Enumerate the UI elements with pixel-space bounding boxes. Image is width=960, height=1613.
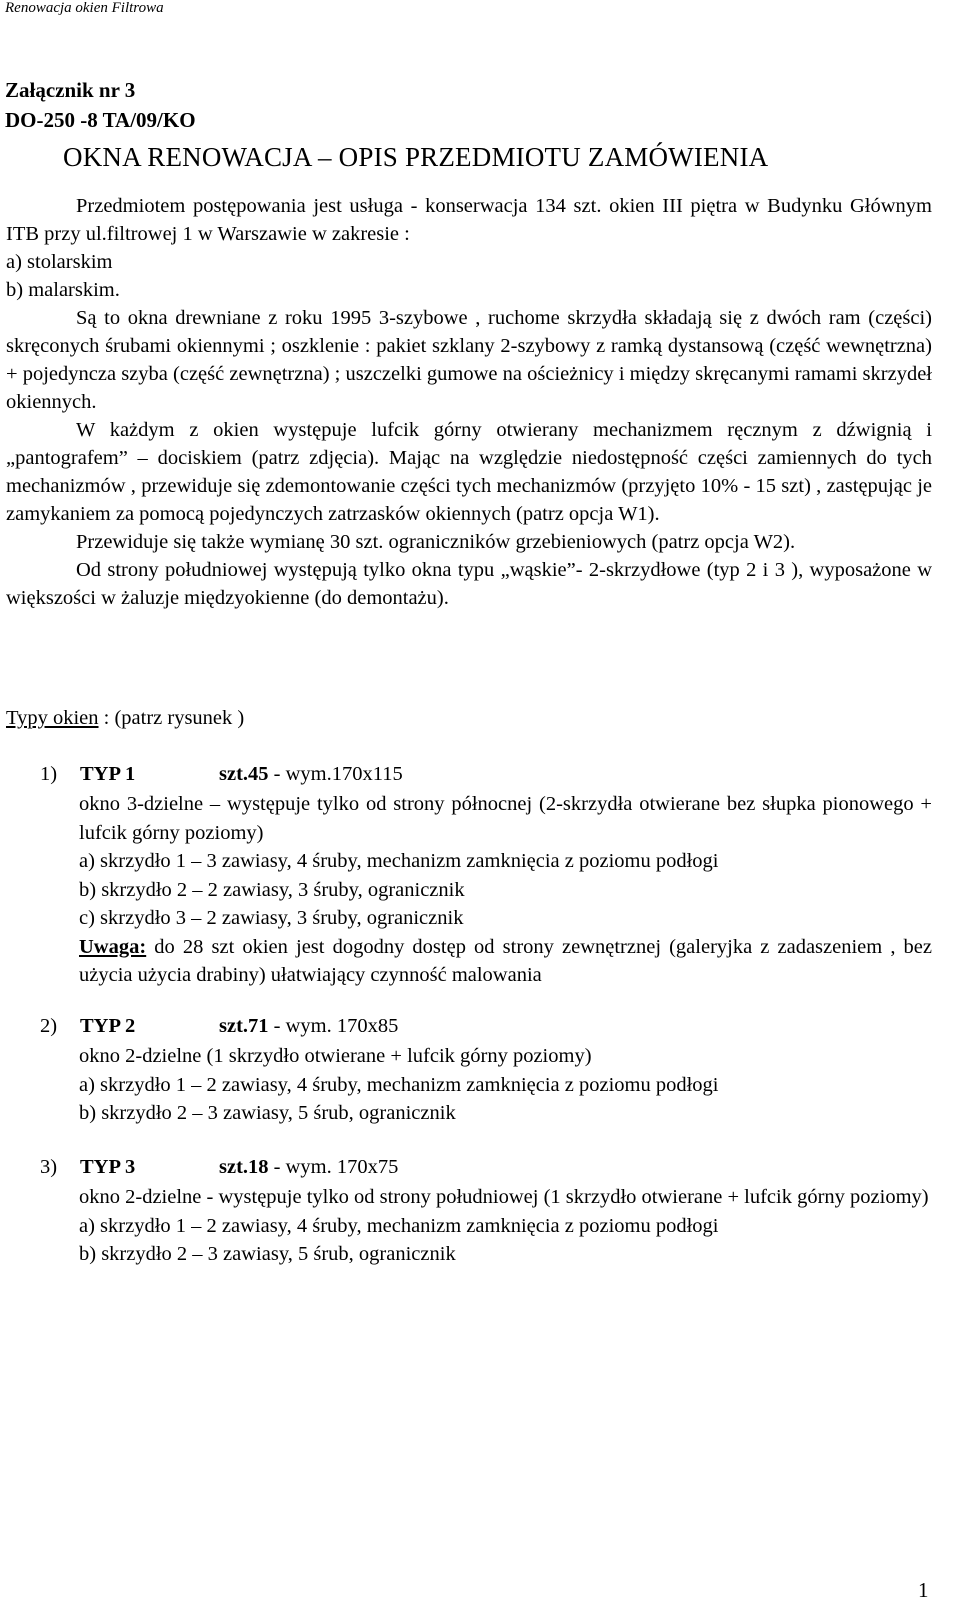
type-3-quantity: [219, 1153, 398, 1182]
type-1-block: [40, 760, 932, 990]
type-1-item-a: a) skrzydło 1 – 3 zawiasy, 4 śruby, mechanizm zamknięcia z poziomu podłogi: [79, 850, 719, 872]
type-1-number: 1): [40, 763, 58, 785]
types-heading: [6, 704, 244, 732]
type-1-note: [79, 933, 932, 990]
type-2-description: okno 2-dzielne (1 skrzydło otwierane + lufcik górny poziomy): [79, 1045, 592, 1067]
type-2-qty-count: szt.71: [219, 1015, 269, 1037]
type-3-body: [79, 1183, 932, 1269]
page-number: 1: [918, 1578, 929, 1602]
type-1-note-text: do 28 szt okien jest dogodny dostęp od strony zewnętrznej (galeryjka z zadaszeniem , bez użycia użycia drabiny) ułatwiający czynność malowania: [79, 935, 932, 986]
scope-item-a: a) stolarskim: [6, 251, 113, 273]
type-3-qty-count: szt.18: [219, 1156, 269, 1178]
type-3-number: 3): [40, 1156, 58, 1178]
intro-paragraph-4: Przewiduje się także wymianę 30 szt. ograniczników grzebieniowych (patrz opcja W2).: [76, 531, 796, 553]
type-2-quantity: [219, 1012, 398, 1041]
types-heading-underlined: Typy okien: [6, 707, 99, 729]
intro-paragraph-1: Przedmiotem postępowania jest usługa - konserwacja 134 szt. okien III piętra w Budynku Głównym ITB przy ul.filtrowej 1 w Warszawie w zakresie :: [6, 195, 932, 245]
type-3-block: [40, 1153, 932, 1269]
scope-item-b: b) malarskim.: [6, 279, 120, 301]
type-1-body: [79, 790, 932, 990]
types-heading-rest: : (patrz rysunek ): [98, 707, 245, 729]
type-3-name: TYP 3: [80, 1156, 136, 1178]
intro-paragraph-2: Są to okna drewniane z roku 1995 3-szybowe , ruchome skrzydła składają się z dwóch ram (części) skręconych śrubami okiennymi ; oszklenie : pakiet szklany 2-szybowy z ramką dystansową (część wewnętrzna) + pojedyncza szyba (część zewnętrzna) ; uszczelki gumowe na ościeżnicy i między skręcanymi ramami skrzydeł okiennych.: [6, 307, 932, 413]
intro-paragraph-3: W każdym z okien występuje lufcik górny otwierany mechanizmem ręcznym z dźwignią i „pantografem” – dociskiem (patrz zdjęcia). Mając na względzie niedostępność części zamiennych do tych mechanizmów , przewiduje się zdemontowanie części tych mechanizmów (przyjęto 10% - 15 szt) , zastępując je zamykaniem za pomocą pojedynczych zatrzasków okiennych (patrz opcja W1).: [6, 419, 932, 525]
document-title: OKNA RENOWACJA – OPIS PRZEDMIOTU ZAMÓWIENIA: [63, 142, 769, 172]
type-1-note-label: Uwaga:: [79, 935, 147, 958]
type-1-item-b: b) skrzydło 2 – 2 zawiasy, 3 śruby, ogranicznik: [79, 878, 465, 901]
type-2-item-a: a) skrzydło 1 – 2 zawiasy, 4 śruby, mechanizm zamknięcia z poziomu podłogi: [79, 1073, 719, 1096]
type-2-name: TYP 2: [80, 1015, 136, 1037]
type-2-item-b: b) skrzydło 2 – 3 zawiasy, 5 śrub, ogranicznik: [79, 1102, 456, 1124]
type-1-qty-count: szt.45: [219, 763, 269, 785]
type-1-description: okno 3-dzielne – występuje tylko od strony północnej (2-skrzydła otwierane bez słupka pionowego + lufcik górny poziomy): [79, 793, 932, 844]
attachment-label: Załącznik nr 3: [5, 78, 136, 102]
type-1-quantity: [219, 760, 403, 789]
type-2-body: [79, 1042, 932, 1128]
type-3-item-a: a) skrzydło 1 – 2 zawiasy, 4 śruby, mechanizm zamknięcia z poziomu podłogi: [79, 1214, 719, 1237]
type-3-item-b: b) skrzydło 2 – 3 zawiasy, 5 śrub, ogranicznik: [79, 1243, 456, 1265]
type-1-item-c: c) skrzydło 3 – 2 zawiasy, 3 śruby, ogranicznik: [79, 907, 464, 929]
intro-paragraph-5: Od strony południowej występują tylko okna typu „wąskie”- 2-skrzydłowe (typ 2 i 3 ), wyposażone w większości w żaluzje międzyokienne (do demontażu).: [6, 559, 932, 609]
type-2-block: [40, 1012, 932, 1128]
running-header: Renowacja okien Filtrowa: [5, 0, 164, 16]
type-1-dimensions: - wym.170x115: [273, 763, 403, 785]
type-3-description: okno 2-dzielne - występuje tylko od strony południowej (1 skrzydło otwierane + lufcik górny poziomy): [79, 1186, 929, 1208]
type-2-header: [40, 1012, 932, 1042]
type-3-dimensions: - wym. 170x75: [268, 1156, 399, 1178]
case-number: DO-250 -8 TA/09/KO: [5, 108, 196, 132]
type-2-dimensions: - wym. 170x85: [268, 1015, 399, 1037]
intro-section: [6, 192, 932, 612]
type-2-number: 2): [40, 1015, 58, 1037]
type-1-name: TYP 1: [80, 763, 136, 785]
type-1-header: [40, 760, 932, 790]
type-3-header: [40, 1153, 932, 1183]
